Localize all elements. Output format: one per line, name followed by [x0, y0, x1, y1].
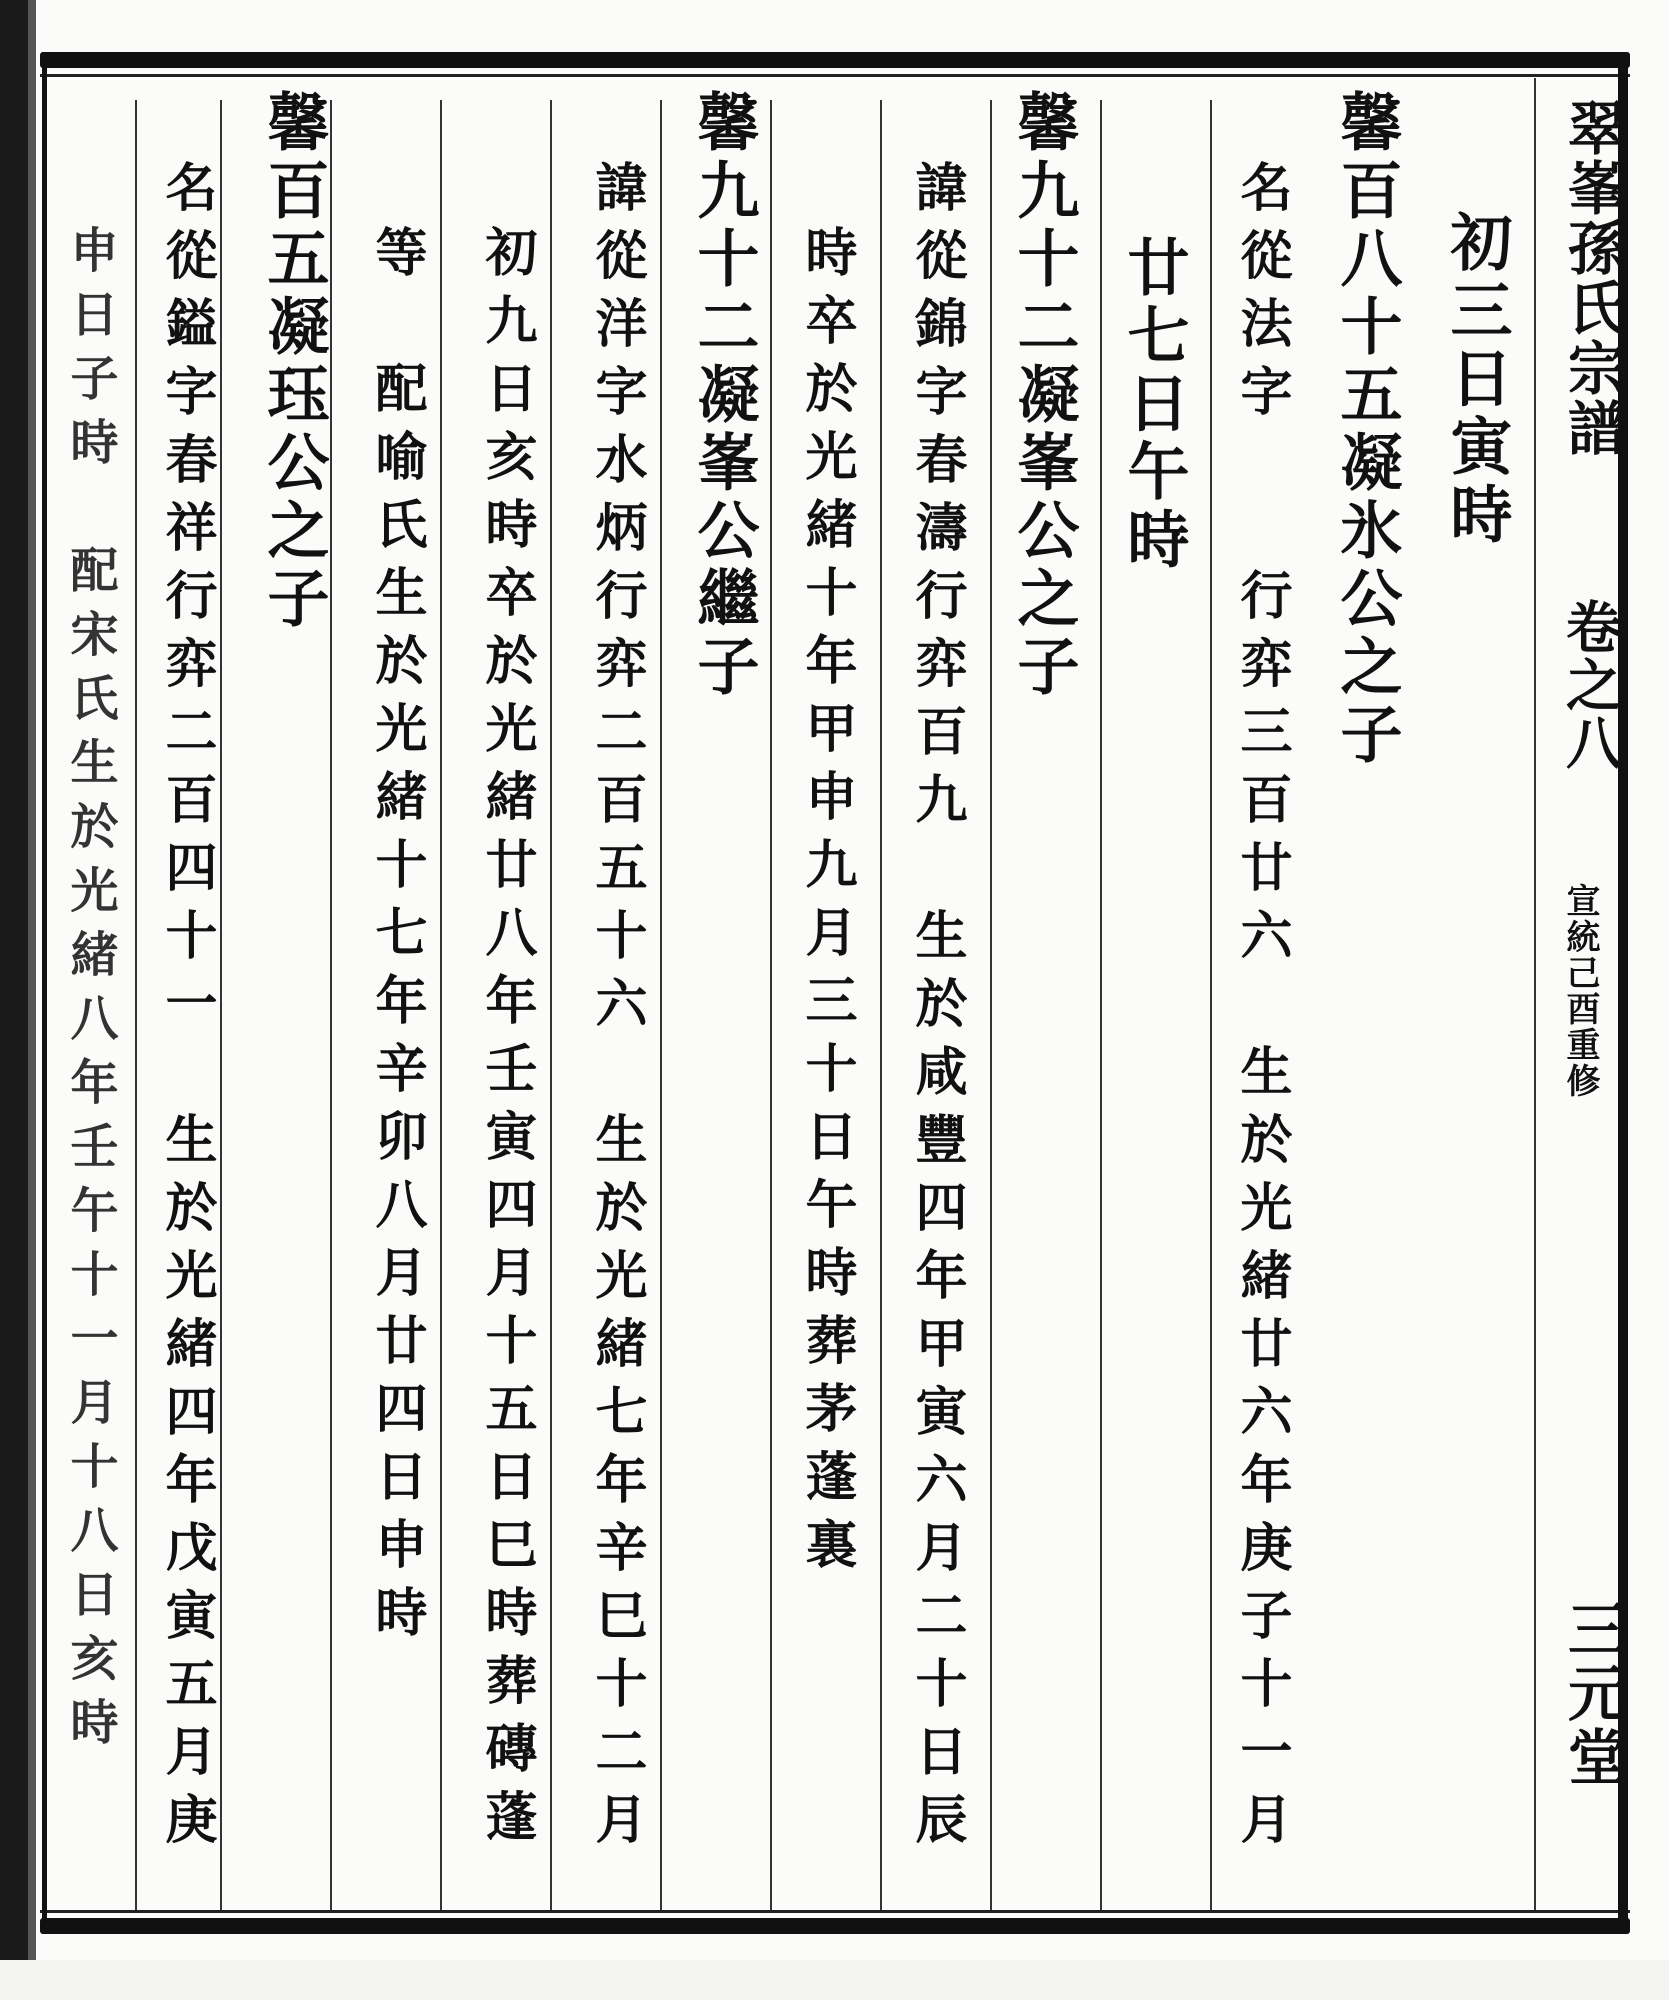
page-frame-left — [42, 52, 47, 1934]
column-rule — [1100, 100, 1102, 1910]
column-rule — [1210, 100, 1212, 1910]
column-rule — [770, 100, 772, 1910]
text-column-14: 申日子時 配宋氏生於光緒八年壬午十一月十八日亥時 — [62, 225, 118, 1761]
edition-note: 宣統己酉重修 — [1560, 883, 1600, 1099]
page-frame-top — [40, 52, 1630, 68]
page-bottom-margin — [0, 1960, 1669, 2000]
book-binding-edge — [0, 0, 28, 2000]
column-rule — [220, 100, 222, 1910]
text-column-4: 廿七日午時 — [1117, 235, 1190, 575]
column-rule — [1534, 78, 1536, 1910]
column-rule — [440, 100, 442, 1910]
column-rule — [990, 100, 992, 1910]
genealogy-title: 翠峯孫氏宗譜 — [1558, 98, 1626, 458]
page-frame-bottom — [40, 1918, 1630, 1934]
volume-label: 卷之八 — [1557, 598, 1623, 772]
text-column-11: 等 配喻氏生於光緒十七年辛卯八月廿四日申時 — [366, 225, 427, 1653]
column-rule — [660, 100, 662, 1910]
text-column-9: 諱從洋字水炳行弈二百五十六 生於光緒七年辛巳十二月 — [586, 160, 647, 1860]
book-binding-shadow — [28, 0, 36, 2000]
page-frame-bottom-inner — [40, 1910, 1630, 1913]
text-column-13: 名從鎰字春祥行弈二百四十一 生於光緒四年戊寅五月庚 — [156, 160, 217, 1860]
text-column-2: 馨百八十五凝氷公之子 — [1330, 90, 1403, 770]
text-column-8: 馨九十二凝峯公繼子 — [687, 90, 760, 702]
column-rule — [330, 100, 332, 1910]
text-column-5: 馨九十二凝峯公之子 — [1007, 90, 1080, 702]
column-rule — [880, 100, 882, 1910]
text-column-1: 初三日寅時 — [1440, 210, 1513, 550]
text-column-7: 時卒於光緒十年甲申九月三十日午時葬茅蓬裏 — [796, 225, 857, 1585]
text-column-12: 馨百五凝珏公之子 — [257, 90, 330, 634]
page-frame-top-inner — [40, 74, 1630, 77]
hall-name: 三元堂 — [1558, 1598, 1628, 1790]
center-strip — [1546, 78, 1628, 1910]
column-rule — [135, 100, 137, 1910]
text-column-6: 諱從錦字春濤行弈百九 生於咸豐四年甲寅六月二十日辰 — [906, 160, 967, 1860]
text-column-10: 初九日亥時卒於光緒廿八年壬寅四月十五日巳時葬磚蓬 — [476, 225, 537, 1857]
column-rule — [550, 100, 552, 1910]
text-column-3: 名從法字 行弈三百廿六 生於光緒廿六年庚子十一月 — [1231, 160, 1292, 1860]
